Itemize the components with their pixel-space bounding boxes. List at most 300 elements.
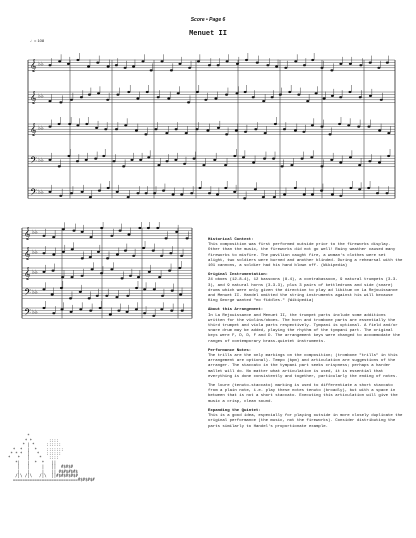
note-head bbox=[262, 100, 265, 102]
note-head bbox=[301, 158, 304, 160]
note-head bbox=[171, 290, 174, 292]
note-head bbox=[170, 310, 173, 312]
note-head bbox=[274, 123, 277, 125]
clef-icon: 𝄞 bbox=[30, 59, 37, 72]
note-head bbox=[186, 237, 189, 239]
note-head bbox=[180, 193, 183, 195]
notes-section bbox=[208, 384, 404, 405]
note-head bbox=[225, 94, 228, 96]
note-head bbox=[136, 97, 139, 99]
note-head bbox=[273, 196, 276, 198]
note-head bbox=[165, 237, 168, 239]
note-head bbox=[358, 188, 361, 190]
note-head bbox=[110, 235, 113, 237]
note-head bbox=[106, 99, 109, 101]
note-head bbox=[377, 67, 380, 69]
note-head bbox=[272, 158, 275, 160]
note-head bbox=[97, 251, 100, 253]
note-head bbox=[135, 287, 138, 289]
note-head bbox=[339, 63, 342, 65]
note-head bbox=[116, 191, 119, 193]
note-head bbox=[206, 129, 209, 131]
art-line: ===========================#$#$#$# bbox=[8, 477, 95, 483]
note-head bbox=[153, 192, 156, 194]
note-head bbox=[380, 99, 383, 101]
piece-title: Menuet II bbox=[189, 30, 227, 38]
note-head bbox=[181, 310, 184, 312]
note-head bbox=[294, 187, 297, 189]
page-header: Score • Page 6 bbox=[190, 17, 226, 23]
note-head bbox=[288, 91, 291, 93]
art-line: * | * :::::: bbox=[8, 442, 66, 448]
note-head bbox=[95, 127, 98, 129]
note-head bbox=[252, 161, 255, 163]
note-head bbox=[49, 191, 52, 193]
note-head bbox=[43, 307, 46, 309]
note-head bbox=[177, 92, 180, 94]
key-signature: ♭♭ bbox=[32, 309, 38, 316]
note-head bbox=[58, 60, 61, 62]
note-head bbox=[143, 312, 146, 314]
note-head bbox=[161, 295, 164, 297]
note-head bbox=[306, 100, 309, 102]
note-head bbox=[62, 251, 65, 253]
note-head bbox=[81, 231, 84, 233]
note-head bbox=[124, 67, 127, 69]
note-head bbox=[76, 59, 79, 61]
note-head bbox=[302, 131, 305, 133]
notes-body: 24 oboes (12-8-4), 12 bassoons (8-4), a contrabassoon, 9 natural trumpets (3-3-3), and 9 natural horns (3-3-3), plus 3 pairs of kettledrums and side (snare) drums which were only given the direction to play ad libitum on La Rejouissance and Menuet II. Handel omitted the string instruments against his will because King George wanted "no fiddles." (Wikipedia) bbox=[208, 278, 398, 304]
note-head bbox=[131, 159, 134, 161]
note-head bbox=[281, 165, 284, 167]
note-head bbox=[89, 310, 92, 312]
note-head bbox=[115, 64, 118, 66]
note-head bbox=[100, 272, 103, 274]
note-head bbox=[320, 165, 323, 167]
note-head bbox=[87, 65, 90, 67]
key-signature: ♭♭ bbox=[32, 289, 38, 296]
art-line: * * | * :::: bbox=[8, 455, 61, 461]
note-head bbox=[357, 126, 360, 128]
note-head bbox=[367, 187, 370, 189]
note-head bbox=[68, 123, 71, 125]
note-head bbox=[320, 67, 323, 69]
notes-body: In La Rejouissance and Menuet II, the trumpet parts include some additions written for the violins/oboes. The horn and trombone parts are essentially the third trumpet and viola parts respectively. Tympani is optional. A field and/or snare drum may be added, playing the rhythm of the tympani part. The original keys were F, D, D, F and D. The arrangement keys were changed to accommodate the ranges of contemporary brass-quintet instruments. bbox=[208, 313, 401, 344]
note-head bbox=[98, 190, 101, 192]
staff-tuba bbox=[22, 307, 192, 320]
note-head bbox=[52, 270, 55, 272]
note-head bbox=[91, 268, 94, 270]
note-head bbox=[109, 313, 112, 315]
notes-body: The trills are the only markings on the composition; (trombone "trills" in this arrangement are optional). Tempo (bpm) and articulation are suggestions of the arranger. The staccato in the tympani part seeks crispness; perhaps a harder mallet will do. No matter what articulation is used, it is essential that everything is done consistently and together, particularly the ending of notes. bbox=[208, 354, 398, 379]
note-head bbox=[297, 94, 300, 96]
note-head bbox=[217, 64, 220, 66]
clef-icon: 𝄢 bbox=[30, 155, 38, 168]
note-head bbox=[58, 123, 61, 125]
program-notes bbox=[208, 238, 404, 434]
note-head bbox=[359, 96, 362, 98]
key-signature: ♭♭ bbox=[38, 157, 44, 164]
key-signature: ♭♭ bbox=[38, 61, 44, 68]
note-head bbox=[169, 252, 172, 254]
note-head bbox=[386, 192, 389, 194]
note-head bbox=[147, 156, 150, 158]
clef-icon: 𝄢 bbox=[24, 307, 32, 320]
note-head bbox=[138, 227, 141, 229]
note-head bbox=[349, 63, 352, 65]
note-head bbox=[359, 64, 362, 66]
note-head bbox=[196, 91, 199, 93]
note-head bbox=[174, 159, 177, 161]
note-head bbox=[242, 156, 245, 158]
note-head bbox=[167, 97, 170, 99]
note-head bbox=[168, 270, 171, 272]
note-head bbox=[311, 193, 314, 195]
note-head bbox=[132, 65, 135, 67]
note-head bbox=[252, 96, 255, 98]
notes-section bbox=[208, 273, 404, 304]
note-head bbox=[85, 159, 88, 161]
note-head bbox=[311, 59, 314, 61]
note-head bbox=[338, 123, 341, 125]
note-head bbox=[170, 69, 173, 71]
note-head bbox=[142, 60, 145, 62]
note-head bbox=[61, 276, 64, 278]
note-head bbox=[204, 99, 207, 101]
fireworks-ascii-art bbox=[8, 430, 158, 530]
note-head bbox=[243, 197, 246, 199]
note-head bbox=[70, 99, 73, 101]
note-head bbox=[127, 91, 130, 93]
note-head bbox=[76, 160, 79, 162]
note-head bbox=[90, 236, 93, 238]
note-head bbox=[160, 255, 163, 257]
staff-horn bbox=[22, 267, 192, 280]
note-head bbox=[235, 129, 238, 131]
key-signature: ♭♭ bbox=[38, 189, 44, 196]
note-head bbox=[202, 164, 205, 166]
score-system-top bbox=[0, 44, 416, 214]
note-head bbox=[99, 307, 102, 309]
note-head bbox=[94, 158, 97, 160]
notes-heading: Expanding the Quintet: bbox=[208, 408, 261, 413]
note-head bbox=[124, 250, 127, 252]
note-head bbox=[115, 296, 118, 298]
note-head bbox=[88, 297, 91, 299]
art-line: *| | * * || bbox=[8, 459, 66, 465]
note-head bbox=[85, 123, 88, 125]
note-head bbox=[195, 128, 198, 130]
art-line: * bbox=[8, 433, 66, 439]
note-head bbox=[320, 190, 323, 192]
note-head bbox=[121, 277, 124, 279]
note-head bbox=[323, 97, 326, 99]
note-head bbox=[175, 128, 178, 130]
note-head bbox=[329, 133, 332, 135]
note-head bbox=[126, 295, 129, 297]
notes-section bbox=[208, 409, 404, 430]
note-head bbox=[43, 252, 46, 254]
note-head bbox=[244, 91, 247, 93]
note-head bbox=[368, 160, 371, 162]
note-head bbox=[116, 253, 119, 255]
staff-tuba bbox=[28, 187, 395, 200]
score-system-bottom bbox=[0, 222, 200, 332]
note-head bbox=[262, 196, 265, 198]
note-head bbox=[88, 94, 91, 96]
note-head bbox=[254, 188, 257, 190]
notes-section bbox=[208, 308, 404, 344]
note-head bbox=[376, 192, 379, 194]
note-head bbox=[81, 275, 84, 277]
note-head bbox=[144, 133, 147, 135]
note-head bbox=[61, 308, 64, 310]
note-head bbox=[72, 230, 75, 232]
notes-body: The loure (tenuto-staccato) marking is used to differentiate a short staccato from a plain note, i.e. play these notes tenuto (broadly), but with a space in between that is not a short staccato. Executing this articulation will give the music a crisp, clean sound. bbox=[208, 384, 398, 404]
note-head bbox=[264, 132, 267, 134]
note-head bbox=[330, 159, 333, 161]
note-head bbox=[107, 65, 110, 67]
note-head bbox=[236, 92, 239, 94]
note-head bbox=[175, 231, 178, 233]
note-head bbox=[154, 128, 157, 130]
notes-heading: About this Arrangement: bbox=[208, 308, 264, 313]
note-head bbox=[216, 193, 219, 195]
note-head bbox=[137, 276, 140, 278]
note-head bbox=[49, 64, 52, 66]
note-head bbox=[89, 256, 92, 258]
note-head bbox=[156, 227, 159, 229]
note-head bbox=[208, 64, 211, 66]
note-head bbox=[132, 255, 135, 257]
note-head bbox=[183, 163, 186, 165]
note-head bbox=[339, 96, 342, 98]
note-head bbox=[157, 96, 160, 98]
note-head bbox=[161, 60, 164, 62]
art-line: | | | || #$#$# bbox=[8, 464, 74, 470]
note-head bbox=[96, 295, 99, 297]
note-head bbox=[43, 271, 46, 273]
note-head bbox=[236, 63, 239, 65]
note-head bbox=[244, 131, 247, 133]
note-head bbox=[294, 129, 297, 131]
note-head bbox=[102, 155, 105, 157]
note-head bbox=[100, 227, 103, 229]
art-line: /|\ /|\ /|\ ||#$#$#$#$# bbox=[8, 473, 78, 479]
note-head bbox=[142, 247, 145, 249]
note-head bbox=[106, 257, 109, 259]
note-head bbox=[256, 62, 259, 64]
note-head bbox=[339, 161, 342, 163]
note-head bbox=[70, 311, 73, 313]
note-head bbox=[199, 187, 202, 189]
note-head bbox=[126, 311, 129, 313]
note-head bbox=[188, 67, 191, 69]
note-head bbox=[147, 227, 150, 229]
note-head bbox=[217, 127, 220, 129]
art-line: * * * | * :::::: bbox=[8, 451, 66, 457]
note-head bbox=[122, 165, 125, 167]
note-head bbox=[178, 63, 181, 65]
note-head bbox=[81, 191, 84, 193]
note-head bbox=[124, 124, 127, 126]
note-head bbox=[226, 60, 229, 62]
note-head bbox=[310, 156, 313, 158]
note-head bbox=[79, 308, 82, 310]
note-head bbox=[67, 63, 70, 65]
staff-trombone bbox=[28, 155, 395, 168]
key-signature: ♭♭ bbox=[32, 229, 38, 236]
note-head bbox=[153, 288, 156, 290]
clef-icon: 𝄞 bbox=[24, 227, 31, 240]
note-head bbox=[97, 92, 100, 94]
note-head bbox=[349, 187, 352, 189]
note-head bbox=[67, 155, 70, 157]
note-head bbox=[284, 67, 287, 69]
note-head bbox=[266, 64, 269, 66]
note-head bbox=[145, 192, 148, 194]
note-head bbox=[49, 100, 52, 102]
notes-body: This is a good idea, especially for playing outside in more closely duplicate the original performance (the music, not the fireworks). Consider distributing the parts similarly to Handel's proportionate example. bbox=[208, 414, 403, 429]
notes-heading: Original Instrumentation: bbox=[208, 273, 269, 278]
note-head bbox=[136, 192, 139, 194]
note-head bbox=[96, 62, 99, 64]
art-line: * * :::: bbox=[8, 437, 66, 443]
note-head bbox=[129, 275, 132, 277]
note-head bbox=[294, 60, 297, 62]
note-head bbox=[214, 97, 217, 99]
note-head bbox=[225, 133, 228, 135]
note-head bbox=[150, 69, 153, 71]
note-head bbox=[378, 129, 381, 131]
note-head bbox=[347, 124, 350, 126]
note-head bbox=[245, 59, 248, 61]
staff-trombone bbox=[22, 287, 192, 300]
note-head bbox=[157, 164, 160, 166]
note-head bbox=[378, 161, 381, 163]
note-head bbox=[208, 192, 211, 194]
note-head bbox=[79, 291, 82, 293]
note-head bbox=[60, 287, 63, 289]
key-signature: ♭♭ bbox=[38, 93, 44, 100]
note-head bbox=[58, 165, 61, 167]
note-head bbox=[59, 101, 62, 103]
note-head bbox=[152, 250, 155, 252]
note-head bbox=[179, 293, 182, 295]
art-line: * * | * ::::::: bbox=[8, 446, 66, 452]
note-head bbox=[76, 124, 79, 126]
note-head bbox=[107, 187, 110, 189]
note-head bbox=[233, 191, 236, 193]
note-head bbox=[143, 288, 146, 290]
note-head bbox=[348, 91, 351, 93]
note-head bbox=[331, 95, 334, 97]
note-head bbox=[190, 192, 193, 194]
note-head bbox=[49, 126, 52, 128]
tempo-marking: ♩= 108 bbox=[30, 38, 45, 43]
note-head bbox=[115, 128, 118, 130]
clef-icon: 𝄢 bbox=[24, 287, 32, 300]
note-head bbox=[185, 132, 188, 134]
clef-icon: 𝄞 bbox=[30, 123, 37, 136]
note-head bbox=[387, 132, 390, 134]
note-head bbox=[160, 308, 163, 310]
note-head bbox=[320, 126, 323, 128]
note-head bbox=[59, 195, 62, 197]
note-head bbox=[213, 159, 216, 161]
clef-icon: 𝄞 bbox=[24, 247, 31, 260]
note-head bbox=[139, 159, 142, 161]
art-line: | | | || #$#$#$#$ bbox=[8, 468, 78, 474]
note-head bbox=[311, 124, 314, 126]
note-head bbox=[117, 310, 120, 312]
note-head bbox=[386, 62, 389, 64]
note-head bbox=[127, 233, 130, 235]
note-head bbox=[52, 312, 55, 314]
note-head bbox=[233, 155, 236, 157]
notes-section bbox=[208, 349, 404, 380]
note-head bbox=[119, 230, 122, 232]
note-head bbox=[104, 128, 107, 130]
note-head bbox=[70, 192, 73, 194]
note-head bbox=[349, 156, 352, 158]
note-head bbox=[69, 297, 72, 299]
note-head bbox=[369, 95, 372, 97]
note-head bbox=[178, 267, 181, 269]
note-head bbox=[193, 158, 196, 160]
note-head bbox=[279, 94, 282, 96]
note-head bbox=[113, 160, 116, 162]
note-head bbox=[52, 236, 55, 238]
note-head bbox=[49, 159, 52, 161]
note-head bbox=[135, 129, 138, 131]
note-head bbox=[330, 69, 333, 71]
note-head bbox=[166, 160, 169, 162]
note-head bbox=[81, 257, 84, 259]
note-head bbox=[146, 91, 149, 93]
note-head bbox=[275, 65, 278, 67]
note-head bbox=[165, 132, 168, 134]
key-signature: ♭♭ bbox=[32, 249, 38, 256]
note-head bbox=[331, 193, 334, 195]
note-head bbox=[51, 293, 54, 295]
note-head bbox=[105, 295, 108, 297]
clef-icon: 𝄞 bbox=[30, 91, 37, 104]
staff-trumpet-1 bbox=[28, 59, 395, 72]
key-signature: ♭♭ bbox=[38, 125, 44, 132]
note-head bbox=[283, 193, 286, 195]
note-head bbox=[127, 196, 130, 198]
note-head bbox=[254, 128, 257, 130]
notes-heading: Historical Context: bbox=[208, 238, 254, 242]
note-head bbox=[135, 308, 138, 310]
note-head bbox=[283, 128, 286, 130]
note-head bbox=[315, 92, 318, 94]
note-head bbox=[158, 276, 161, 278]
note-head bbox=[71, 276, 74, 278]
note-head bbox=[339, 195, 342, 197]
note-head bbox=[52, 253, 55, 255]
note-head bbox=[43, 288, 46, 290]
note-head bbox=[116, 94, 119, 96]
note-head bbox=[367, 126, 370, 128]
note-head bbox=[162, 190, 165, 192]
note-head bbox=[369, 62, 372, 64]
note-head bbox=[62, 228, 65, 230]
note-head bbox=[224, 187, 227, 189]
note-head bbox=[271, 96, 274, 98]
note-head bbox=[172, 193, 175, 195]
